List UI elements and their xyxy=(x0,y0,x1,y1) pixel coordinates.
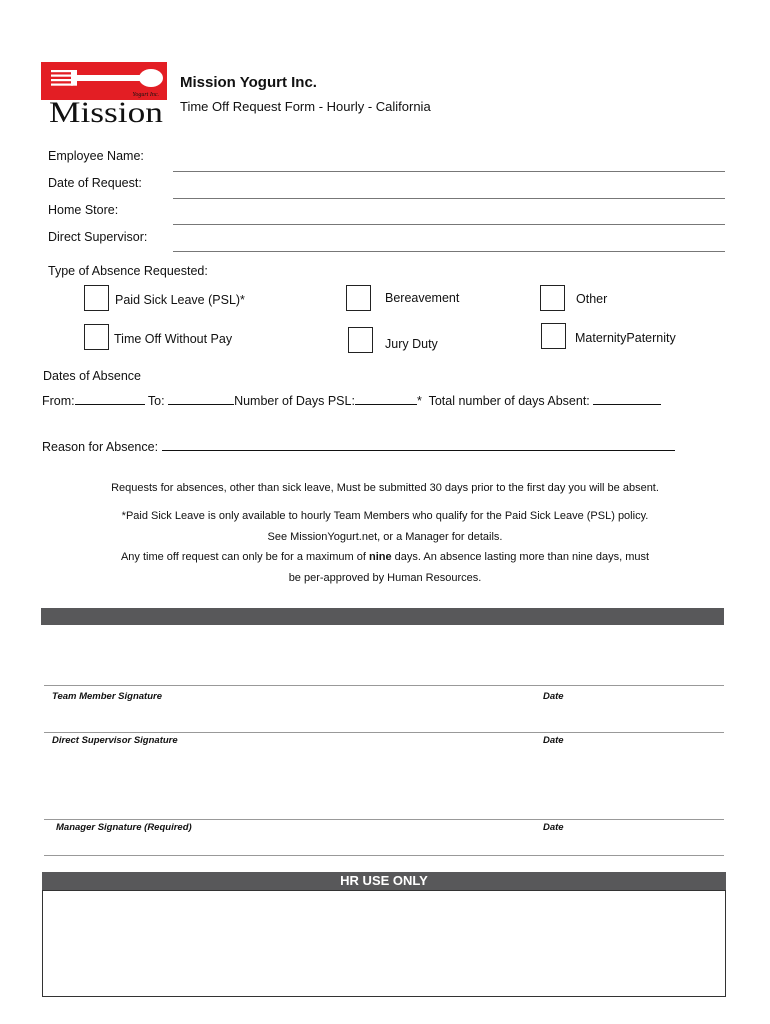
days-psl-label: Number of Days PSL: xyxy=(234,394,355,408)
form-title: Time Off Request Form - Hourly - California xyxy=(180,99,431,114)
direct-supervisor-signature-label: Direct Supervisor Signature xyxy=(52,735,178,746)
dates-row xyxy=(42,392,661,408)
direct-supervisor-signature-line[interactable] xyxy=(44,732,724,733)
mission-logo xyxy=(41,62,167,124)
notice-max-days-bold: nine xyxy=(368,551,392,563)
manager-signature-line[interactable] xyxy=(44,819,724,820)
notice-max-days-post: days. An absence lasting more than nine days, must xyxy=(391,551,650,563)
bereavement-label: Bereavement xyxy=(385,291,460,305)
date-of-request-line[interactable] xyxy=(173,198,725,199)
bereavement-checkbox[interactable] xyxy=(346,285,371,311)
notice-max-days-pre: Any time off request can only be for a maximum of xyxy=(120,551,369,563)
maternity-paternity-checkbox[interactable] xyxy=(541,323,566,349)
employee-name-label: Employee Name: xyxy=(48,149,144,163)
hr-use-only-box[interactable] xyxy=(42,890,726,997)
notice-see-website: See MissionYogurt.net, or a Manager for details. xyxy=(267,531,503,543)
total-days-label: Total number of days Absent: xyxy=(428,394,590,408)
total-days-blank[interactable] xyxy=(593,392,661,405)
reason-row xyxy=(42,438,675,454)
psl-label: Paid Sick Leave (PSL)* xyxy=(115,293,245,307)
direct-supervisor-date-label: Date xyxy=(543,735,564,746)
time-off-without-pay-checkbox[interactable] xyxy=(84,324,109,350)
date-of-request-label: Date of Request: xyxy=(48,176,142,190)
absence-type-heading: Type of Absence Requested: xyxy=(48,264,208,278)
days-psl-asterisk: * xyxy=(416,394,422,408)
team-member-signature-line[interactable] xyxy=(44,685,724,686)
direct-supervisor-label: Direct Supervisor: xyxy=(48,230,148,244)
other-checkbox[interactable] xyxy=(540,285,565,311)
manager-date-label: Date xyxy=(543,822,564,833)
team-member-signature-label: Team Member Signature xyxy=(52,691,162,702)
company-name: Mission Yogurt Inc. xyxy=(180,74,317,91)
dates-heading: Dates of Absence xyxy=(43,369,141,383)
manager-bottom-line xyxy=(44,855,724,856)
other-label: Other xyxy=(576,292,608,306)
notice-psl-eligibility: *Paid Sick Leave is only available to hourly Team Members who qualify for the Paid Sick Leave (PSL) policy. xyxy=(121,510,649,522)
time-off-without-pay-label: Time Off Without Pay xyxy=(114,332,233,346)
from-blank[interactable] xyxy=(75,392,145,405)
logo-small-text: Yogurt Inc. xyxy=(132,92,159,98)
employee-name-line[interactable] xyxy=(173,171,725,172)
hr-use-only-header: HR USE ONLY xyxy=(42,872,726,890)
notice-advance-request: Requests for absences, other than sick leave, Must be submitted 30 days prior to the first day you will be absent. xyxy=(111,482,659,494)
jury-duty-checkbox[interactable] xyxy=(348,327,373,353)
psl-checkbox[interactable] xyxy=(84,285,109,311)
reason-label: Reason for Absence: xyxy=(42,440,159,454)
home-store-line[interactable] xyxy=(173,224,725,225)
maternity-paternity-label: MaternityPaternity xyxy=(575,331,676,345)
days-psl-blank[interactable] xyxy=(355,392,417,405)
home-store-label: Home Store: xyxy=(48,203,119,217)
notice-max-days xyxy=(0,551,770,563)
logo-text: Mission xyxy=(49,96,163,124)
manager-signature-label: Manager Signature (Required) xyxy=(56,822,192,833)
direct-supervisor-line[interactable] xyxy=(173,251,725,252)
team-member-date-label: Date xyxy=(543,691,564,702)
section-divider-bar xyxy=(41,608,724,625)
to-label: To: xyxy=(147,394,165,408)
from-label: From: xyxy=(42,394,75,408)
to-blank[interactable] xyxy=(168,392,234,405)
reason-blank[interactable] xyxy=(162,438,675,451)
jury-duty-label: Jury Duty xyxy=(385,337,438,351)
notice-hr-approval: be per-approved by Human Resources. xyxy=(288,572,482,584)
